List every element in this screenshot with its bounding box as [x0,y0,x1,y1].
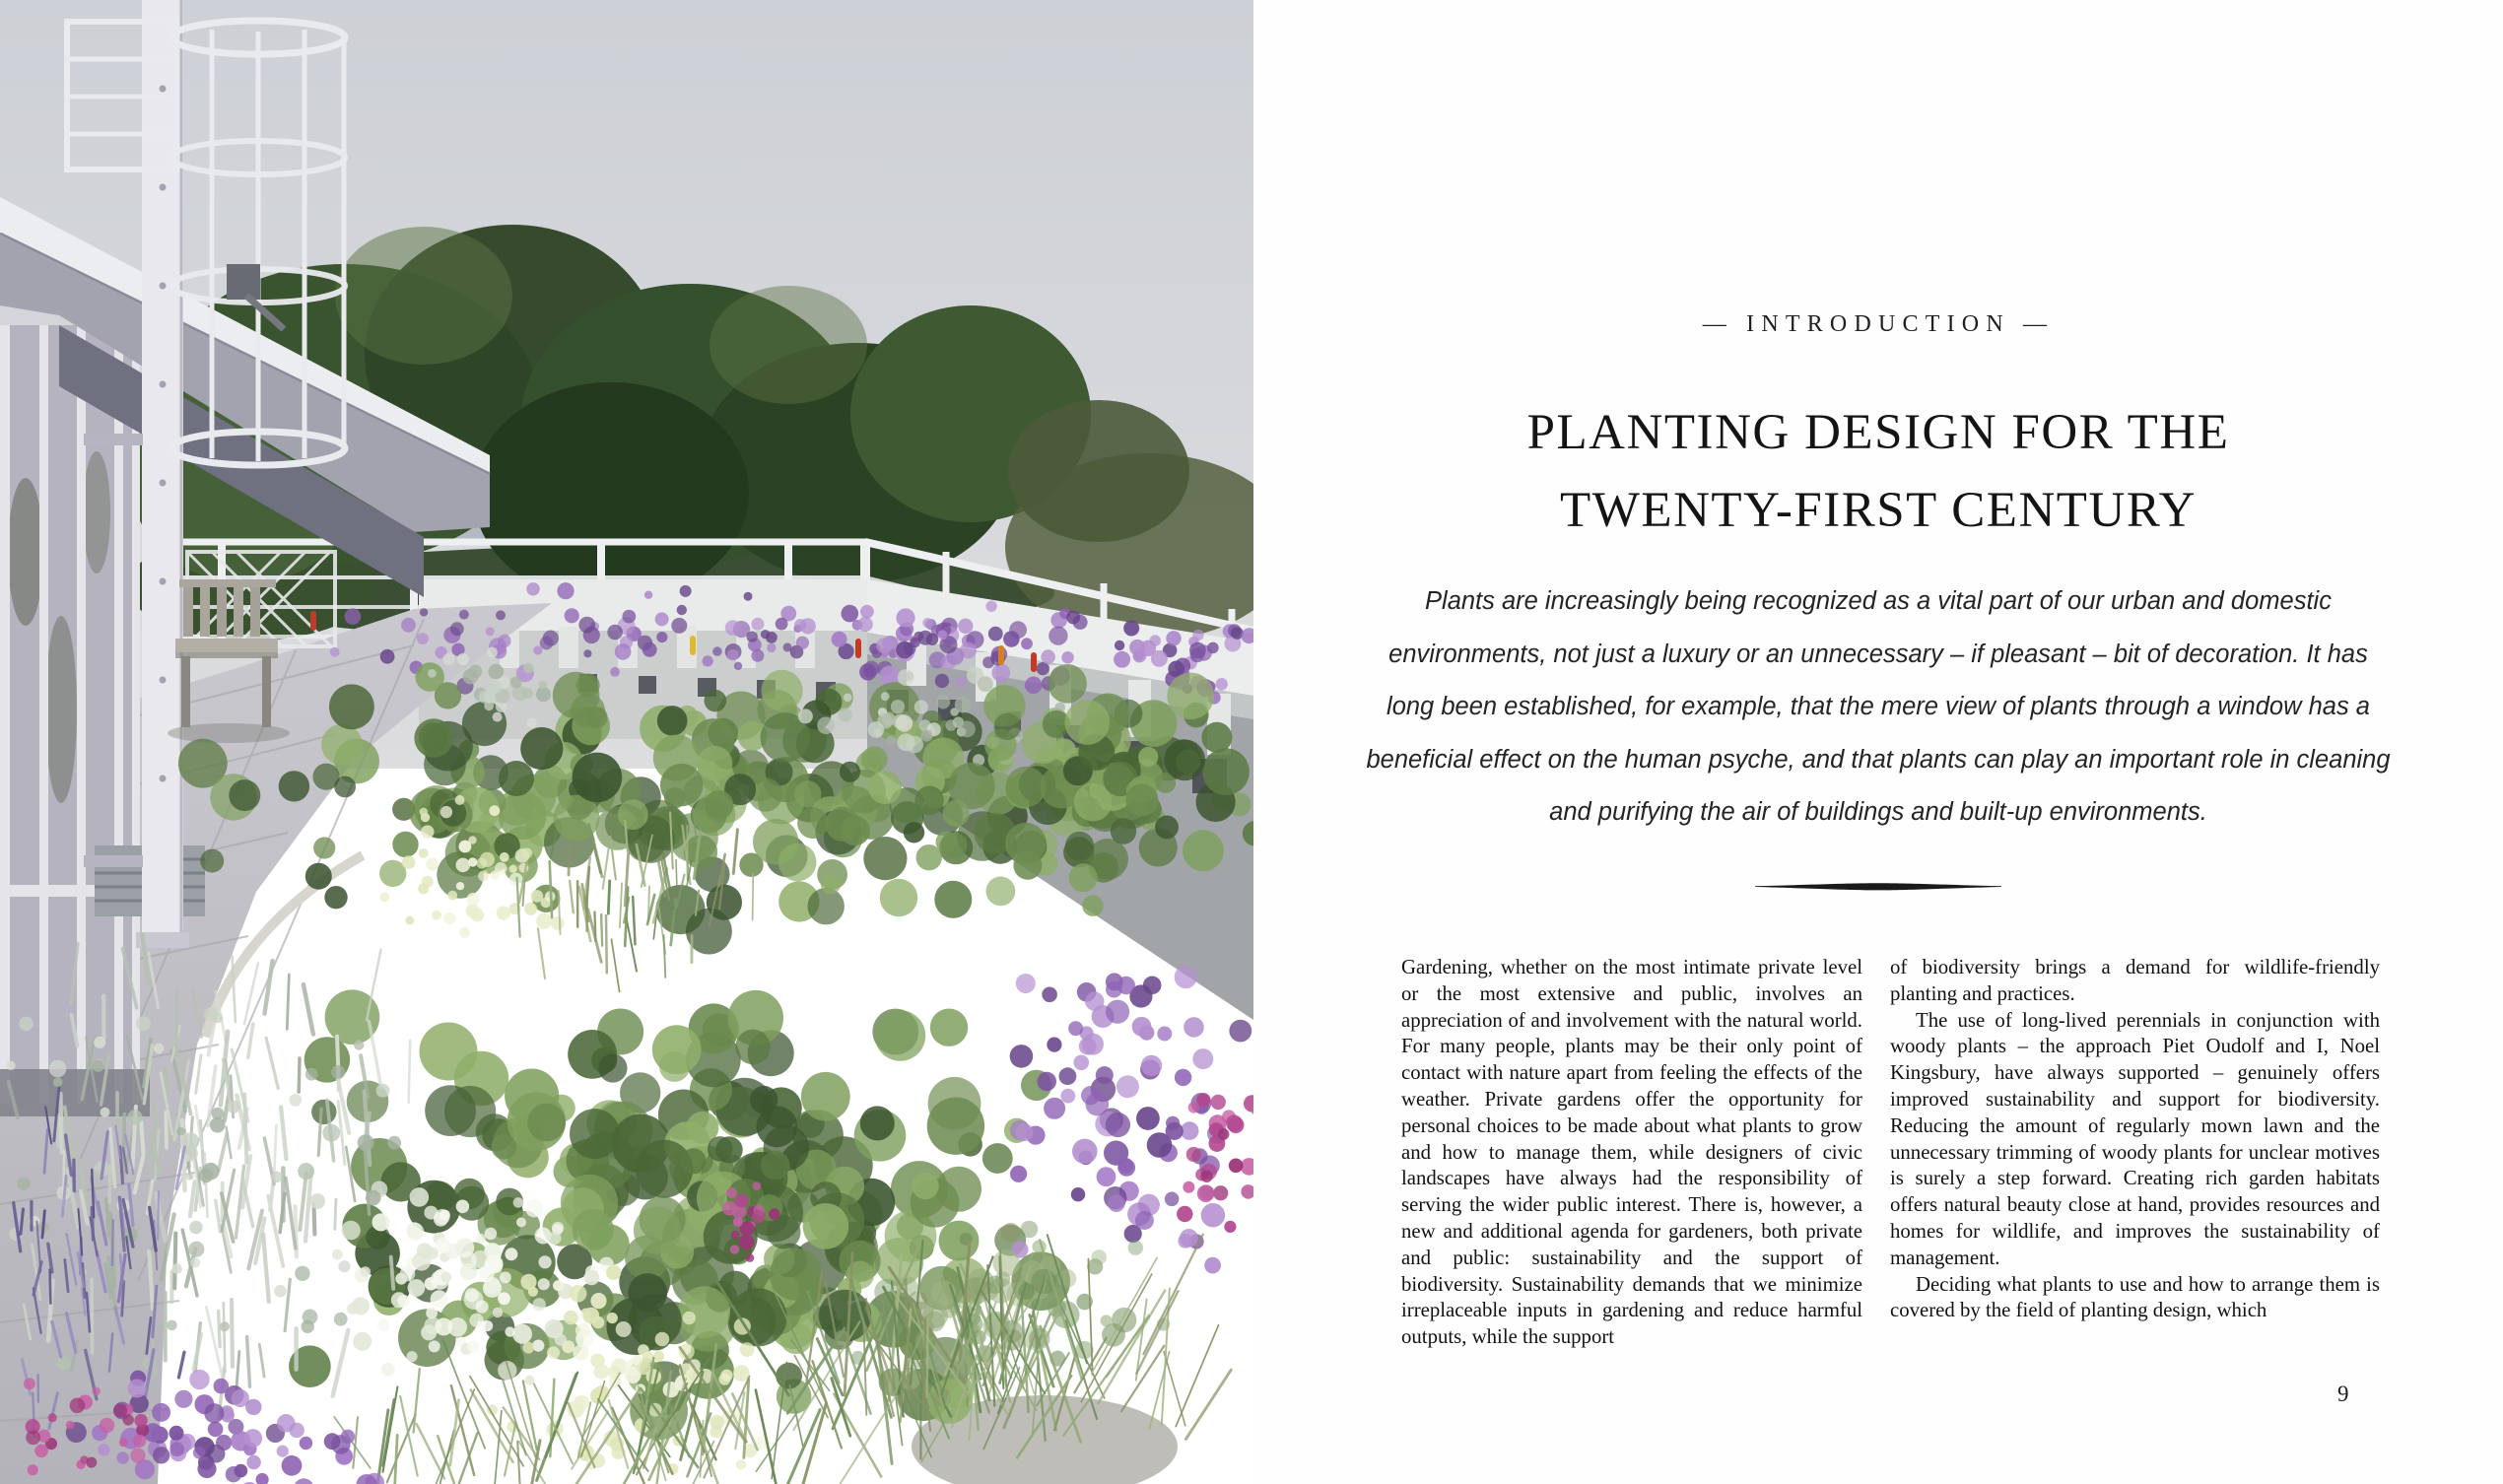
body-paragraph: Deciding what plants to use and how to arrange them is covered by the field of planting design, which [1890,1272,2380,1322]
lede-paragraph: Plants are increasingly being recognized as a vital part of our urban and domestic environments, not just a luxury or an unnecessary – if pleasant – bit of decoration. It has long been established, for example, that the mere view of plants through a window has a beneficial effect on the human psyche, and that plants can play an important role in cleaning and purifying the air of buildings and built-up environments. [1366,587,2391,826]
book-page [1253,0,2503,1484]
decorative-rule [1755,880,2001,898]
body-paragraph: The use of long-lived perennials in conjunction with woody plants – the approach Piet Oudolf and I, Noel Kingsbury, have always supported – genuinely offers improved sustainability and support for biodiversity. Reducing the amount of regularly mown lawn and the unnecessary trimming of woody plants for unclear motives is surely a step forward. Creating rich garden habitats offers natural beauty close at hand, provides resources and homes for wildlife, and improves the sustainability of management. [1890,1008,2380,1269]
chapter-title-line2: TWENTY-FIRST CENTURY [1560,483,2197,538]
body-column-left [1401,955,1862,1351]
section-label: — INTRODUCTION — [1702,311,2055,337]
chapter-title [1253,394,2503,550]
page-number: 9 [2337,1382,2349,1406]
body-paragraph: of biodiversity brings a demand for wildlife-friendly planting and practices. [1890,956,2380,1005]
body-column-right [1890,955,2380,1324]
body-paragraph: Gardening, whether on the most intimate private level or the most extensive and public, involves an appreciation of and involvement with the natural world. For many people, plants may be their only point of contact with nature apart from feeling the effects of the weather. Private gardens offer the opportunity for personal choices to be made about what plants to grow and how to manage them, while designers of civic landscapes have always had the responsibility of serving the wider public interest. There is, however, a new and additional agenda for gardeners, both private and public: sustainability and the support of biodiversity. Sustainability demands that we minimize irreplaceable inputs in gardening and reduce harmful outputs, while the support [1401,956,1862,1349]
cage-motor-box [227,264,260,300]
chapter-title-line1: PLANTING DESIGN FOR THE [1526,405,2230,460]
